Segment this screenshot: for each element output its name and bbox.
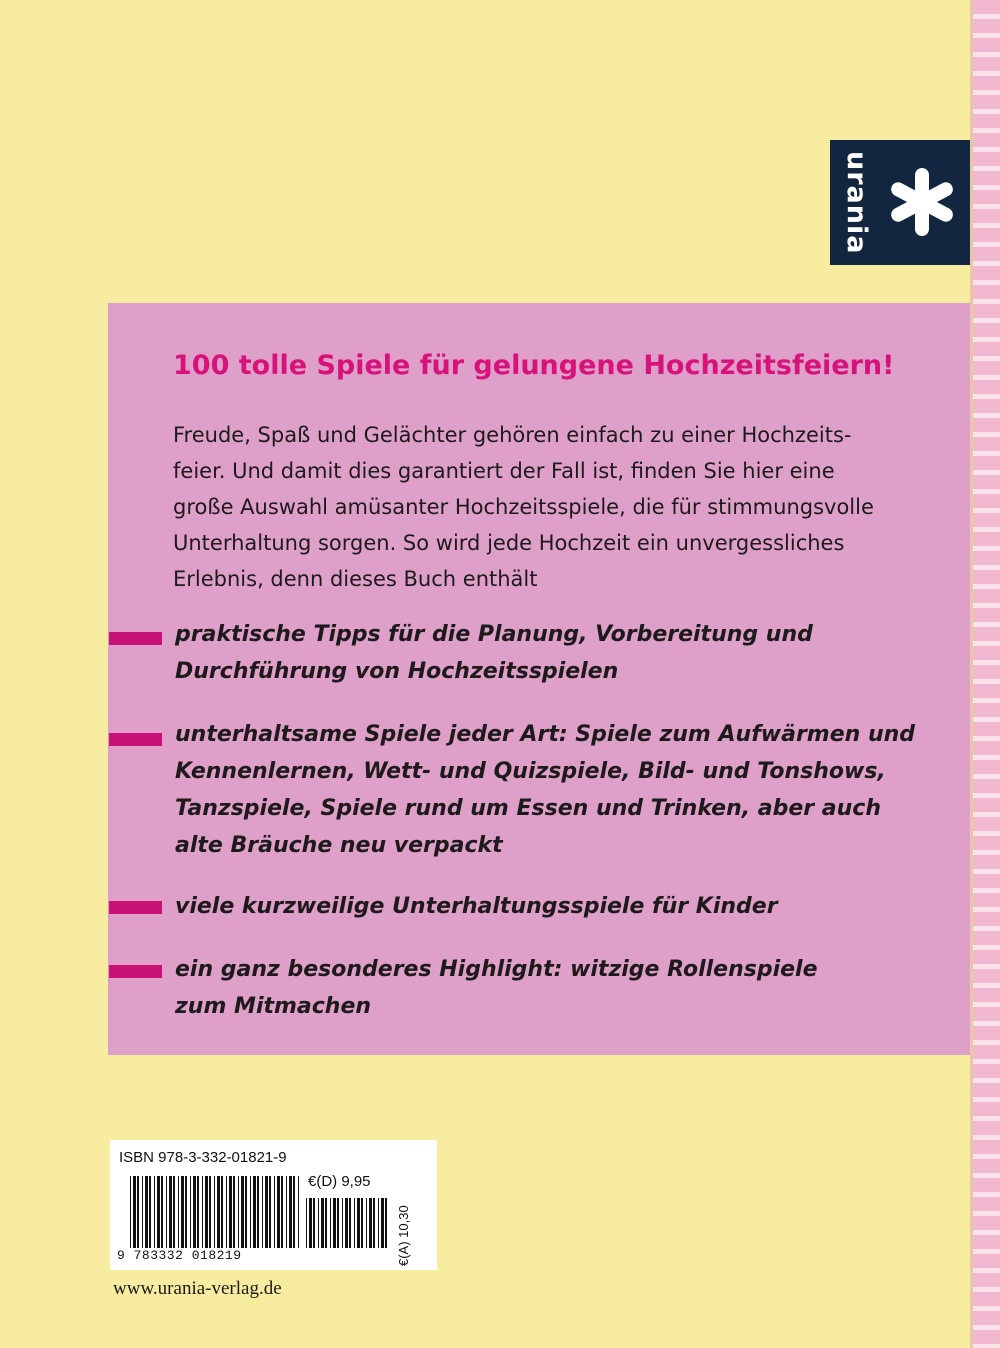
barcode-bar bbox=[130, 1176, 131, 1248]
bullet-marker bbox=[109, 901, 162, 914]
publisher-logo bbox=[830, 140, 970, 265]
barcode-bar bbox=[142, 1176, 143, 1248]
barcode-bar bbox=[342, 1198, 343, 1248]
barcode-bar bbox=[226, 1176, 227, 1248]
isbn-text: ISBN 978-3-332-01821-9 bbox=[119, 1149, 287, 1166]
barcode-bar bbox=[169, 1176, 172, 1248]
barcode-bar bbox=[325, 1198, 327, 1248]
bullet-marker bbox=[109, 632, 162, 645]
barcode-digits: 9 783332 018219 bbox=[117, 1248, 242, 1263]
intro-line: große Auswahl amüsanter Hochzeitsspiele, die für stimmungsvolle bbox=[173, 495, 874, 519]
barcode-bar bbox=[133, 1176, 136, 1248]
barcode-bar bbox=[229, 1176, 232, 1248]
barcode-bar bbox=[173, 1176, 175, 1248]
barcode-bar bbox=[289, 1176, 292, 1248]
bullet-marker bbox=[109, 965, 162, 978]
barcode-bar bbox=[214, 1176, 215, 1248]
intro-text bbox=[173, 417, 913, 597]
publisher-website: www.urania-verlag.de bbox=[113, 1278, 282, 1299]
bullet-line: Durchführung von Hochzeitsspielen bbox=[175, 659, 619, 684]
barcode-bar bbox=[337, 1198, 339, 1248]
barcode-bar bbox=[154, 1176, 155, 1248]
price-germany: €(D) 9,95 bbox=[308, 1173, 371, 1190]
bullet-item bbox=[175, 616, 955, 690]
bullet-item bbox=[175, 716, 955, 864]
barcode-bar bbox=[178, 1176, 179, 1248]
barcode-bar bbox=[366, 1198, 367, 1248]
barcode-bar bbox=[330, 1198, 331, 1248]
barcode-bar bbox=[293, 1176, 295, 1248]
bullet-marker bbox=[109, 733, 162, 746]
barcode-bar bbox=[149, 1176, 151, 1248]
barcode-bar bbox=[262, 1176, 263, 1248]
barcode-bar bbox=[233, 1176, 235, 1248]
barcode-bar bbox=[321, 1198, 324, 1248]
bullet-line: ein ganz besonderes Highlight: witzige Rollenspiele bbox=[175, 957, 818, 982]
barcode-bar bbox=[369, 1198, 372, 1248]
barcode-bar bbox=[357, 1198, 360, 1248]
barcode-bar bbox=[298, 1176, 299, 1248]
barcode-bar bbox=[238, 1176, 239, 1248]
barcode-bar bbox=[385, 1198, 387, 1248]
price-austria: €(A) 10,30 bbox=[396, 1205, 411, 1266]
barcode-bar bbox=[313, 1198, 315, 1248]
barcode-bar bbox=[381, 1198, 384, 1248]
barcode-bar bbox=[354, 1198, 355, 1248]
bullet-line: Tanzspiele, Spiele rund um Essen und Trinken, aber auch bbox=[175, 796, 882, 821]
barcode-bar bbox=[286, 1176, 287, 1248]
intro-line: Erlebnis, denn dieses Buch enthält bbox=[173, 567, 538, 591]
barcode-bar bbox=[253, 1176, 256, 1248]
barcode-bar bbox=[277, 1176, 280, 1248]
barcode-bar bbox=[137, 1176, 139, 1248]
ean-barcode bbox=[130, 1176, 302, 1248]
barcode-bar bbox=[281, 1176, 283, 1248]
barcode-bar bbox=[306, 1198, 307, 1248]
barcode-bar bbox=[197, 1176, 199, 1248]
intro-line: feier. Und damit dies garantiert der Fall ist, finden Sie hier eine bbox=[173, 459, 835, 483]
bullet-item bbox=[175, 888, 955, 925]
bullet-line: unterhaltsame Spiele jeder Art: Spiele zum Aufwärmen und bbox=[175, 722, 916, 747]
barcode-bar bbox=[309, 1198, 312, 1248]
barcode-bar bbox=[274, 1176, 275, 1248]
bullet-item bbox=[175, 951, 955, 1025]
barcode-bar bbox=[181, 1176, 184, 1248]
barcode-bar bbox=[318, 1198, 319, 1248]
barcode-bar bbox=[241, 1176, 244, 1248]
intro-line: Freude, Spaß und Gelächter gehören einfach zu einer Hochzeits- bbox=[173, 423, 852, 447]
barcode-bar bbox=[205, 1176, 208, 1248]
barcode-bar bbox=[157, 1176, 160, 1248]
barcode-bar bbox=[166, 1176, 167, 1248]
logo-wordmark: urania bbox=[841, 151, 872, 255]
intro-line: Unterhaltung sorgen. So wird jede Hochzeit ein unvergessliches bbox=[173, 531, 845, 555]
barcode-bar bbox=[193, 1176, 196, 1248]
barcode-bar bbox=[378, 1198, 379, 1248]
price-addon-barcode bbox=[306, 1198, 392, 1248]
barcode-bar bbox=[257, 1176, 259, 1248]
barcode-bar bbox=[217, 1176, 220, 1248]
barcode-bar bbox=[209, 1176, 211, 1248]
barcode-bar bbox=[361, 1198, 363, 1248]
headline: 100 tolle Spiele für gelungene Hochzeitsfeiern! bbox=[173, 350, 895, 381]
barcode-bar bbox=[349, 1198, 351, 1248]
barcode-bar bbox=[250, 1176, 251, 1248]
barcode-bar bbox=[269, 1176, 271, 1248]
bullet-line: viele kurzweilige Unterhaltungsspiele für Kinder bbox=[175, 894, 778, 919]
bullet-line: Kennenlernen, Wett- und Quizspiele, Bild- und Tonshows, bbox=[175, 759, 886, 784]
bullet-line: alte Bräuche neu verpackt bbox=[175, 833, 503, 858]
bullet-line: zum Mitmachen bbox=[175, 994, 372, 1019]
barcode-bar bbox=[161, 1176, 163, 1248]
barcode-label bbox=[110, 1140, 437, 1270]
bullet-line: praktische Tipps für die Planung, Vorbereitung und bbox=[175, 622, 813, 647]
barcode-bar bbox=[333, 1198, 336, 1248]
barcode-bar bbox=[190, 1176, 191, 1248]
barcode-bar bbox=[265, 1176, 268, 1248]
barcode-bar bbox=[202, 1176, 203, 1248]
asterisk-icon bbox=[882, 162, 962, 242]
barcode-bar bbox=[245, 1176, 247, 1248]
barcode-bar bbox=[221, 1176, 223, 1248]
barcode-bar bbox=[145, 1176, 148, 1248]
barcode-bar bbox=[185, 1176, 187, 1248]
barcode-bar bbox=[345, 1198, 348, 1248]
barcode-bar bbox=[373, 1198, 375, 1248]
spine-stripe bbox=[973, 0, 1000, 1348]
